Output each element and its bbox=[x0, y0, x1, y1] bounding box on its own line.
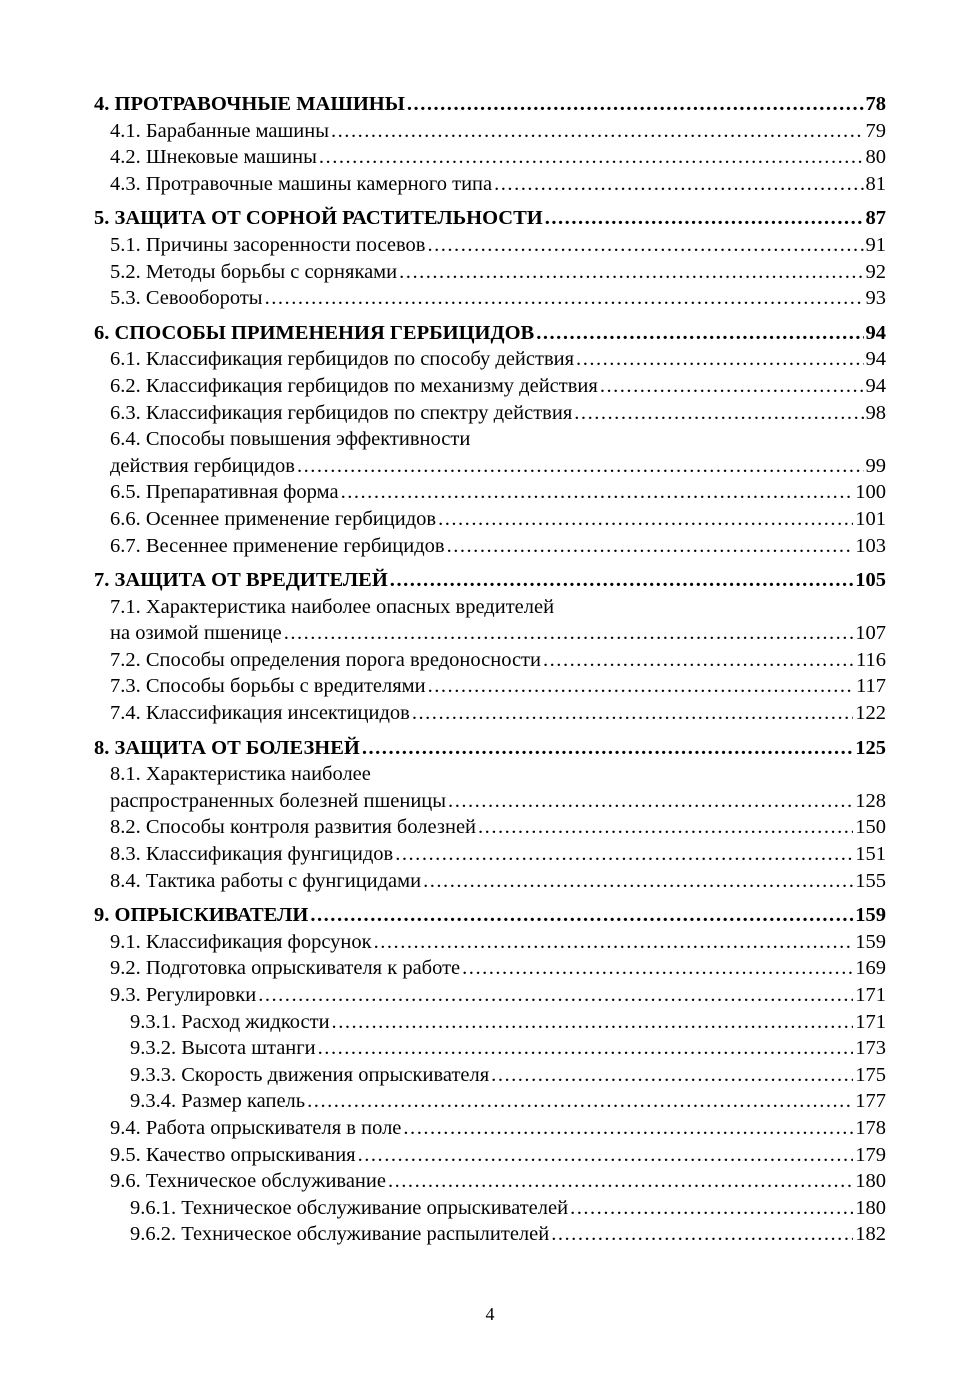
dot-leader bbox=[412, 700, 853, 727]
toc-entry[interactable] bbox=[94, 1035, 886, 1062]
toc-page-number: 78 bbox=[865, 93, 886, 115]
toc-page-number: 99 bbox=[865, 454, 886, 477]
dot-leader bbox=[551, 1221, 853, 1248]
toc-entry-title: 9.6.2. Техническое обслуживание распылителей bbox=[130, 1223, 550, 1246]
toc-entry[interactable] bbox=[94, 841, 886, 868]
toc-entry-title: 9.2. Подготовка опрыскивателя к работе bbox=[110, 957, 461, 980]
toc-entry[interactable] bbox=[94, 453, 886, 480]
dot-leader bbox=[265, 285, 864, 312]
dot-leader bbox=[543, 647, 854, 674]
toc-page-number: 151 bbox=[855, 843, 886, 866]
toc-page-number: 180 bbox=[855, 1170, 886, 1193]
toc-entry[interactable] bbox=[94, 400, 886, 427]
dot-leader bbox=[284, 620, 854, 647]
toc-entry-title: 7.2. Способы определения порога вредоносности bbox=[110, 648, 541, 671]
toc-entry[interactable] bbox=[94, 1221, 886, 1248]
toc-page-number: 159 bbox=[855, 930, 886, 953]
toc-entry[interactable] bbox=[94, 346, 886, 373]
dot-leader bbox=[390, 567, 853, 594]
dot-leader bbox=[332, 1009, 854, 1036]
toc-entry[interactable] bbox=[94, 373, 886, 400]
toc-page-number: 177 bbox=[855, 1090, 886, 1113]
toc-page-number: 117 bbox=[856, 675, 886, 698]
dot-leader bbox=[447, 533, 854, 560]
toc-page-number: 159 bbox=[855, 904, 886, 927]
toc-entry-title: действия гербицидов bbox=[110, 454, 295, 477]
toc-entry-title: 6.6. Осеннее применение гербицидов bbox=[110, 507, 437, 530]
toc-entry[interactable] bbox=[94, 647, 886, 674]
toc-page-number: 116 bbox=[856, 648, 886, 671]
toc-chapter[interactable] bbox=[94, 902, 886, 929]
toc-entry-title: 6.7. Весеннее применение гербицидов bbox=[110, 534, 445, 557]
toc-chapter[interactable] bbox=[94, 320, 886, 347]
toc-entry[interactable] bbox=[94, 479, 886, 506]
toc-entry[interactable] bbox=[94, 982, 886, 1009]
toc-page-number: 92 bbox=[865, 260, 886, 283]
toc-entry[interactable] bbox=[94, 1195, 886, 1222]
toc-entry[interactable] bbox=[94, 232, 886, 259]
toc-entry-title: 9.3.3. Скорость движения опрыскивателя bbox=[130, 1063, 490, 1086]
dot-leader bbox=[407, 91, 864, 118]
toc-entry-title: 5. ЗАЩИТА ОТ СОРНОЙ РАСТИТЕЛЬНОСТИ bbox=[94, 207, 543, 230]
toc-entry-title: 5.3. Севообороты bbox=[110, 287, 263, 310]
toc-page-number: 94 bbox=[865, 374, 886, 397]
toc-entry-title: 9.4. Работа опрыскивателя в поле bbox=[110, 1116, 402, 1139]
toc-entry[interactable] bbox=[94, 506, 886, 533]
toc-entry[interactable] bbox=[94, 259, 886, 286]
dot-leader bbox=[427, 232, 863, 259]
toc-entry-title: 9.6. Техническое обслуживание bbox=[110, 1170, 386, 1193]
toc-entry[interactable] bbox=[94, 285, 886, 312]
toc-chapter[interactable] bbox=[94, 205, 886, 232]
toc-page-number: 105 bbox=[855, 569, 886, 592]
toc-page-number: 100 bbox=[855, 481, 886, 504]
toc-entry[interactable] bbox=[94, 1142, 886, 1169]
toc-entry-title: 8.3. Классификация фунгицидов bbox=[110, 843, 394, 866]
toc-page-number: 101 bbox=[855, 507, 886, 530]
toc-page-number: 93 bbox=[865, 287, 886, 310]
toc-entry[interactable] bbox=[94, 955, 886, 982]
toc-entry-title: 9.3.1. Расход жидкости bbox=[130, 1010, 330, 1033]
dot-leader bbox=[423, 868, 853, 895]
toc-entry[interactable] bbox=[94, 1009, 886, 1036]
toc-entry-title: 9.3.2. Высота штанги bbox=[130, 1037, 316, 1060]
dot-leader bbox=[374, 929, 854, 956]
toc-entry[interactable] bbox=[94, 171, 886, 198]
toc-page-number: 94 bbox=[865, 348, 886, 371]
toc-page-number: 150 bbox=[855, 816, 886, 839]
dot-leader bbox=[362, 735, 853, 762]
toc-page-number: 171 bbox=[855, 1010, 886, 1033]
toc-entry-title: 5.1. Причины засоренности посевов bbox=[110, 233, 426, 256]
dot-leader bbox=[574, 400, 863, 427]
dot-leader bbox=[462, 955, 853, 982]
table-of-contents bbox=[94, 91, 886, 1248]
toc-entry-title: 5.2. Методы борьбы с сорняками bbox=[110, 260, 398, 283]
toc-entry-title: 4.1. Барабанные машины bbox=[110, 119, 329, 142]
dot-leader bbox=[319, 144, 864, 171]
toc-entry-title: 6. СПОСОБЫ ПРИМЕНЕНИЯ ГЕРБИЦИДОВ bbox=[94, 321, 535, 344]
dot-leader bbox=[310, 902, 853, 929]
dot-leader bbox=[545, 205, 864, 232]
toc-entry-title: 4.2. Шнековые машины bbox=[110, 146, 317, 169]
dot-leader bbox=[536, 320, 863, 347]
toc-page-number: 79 bbox=[865, 119, 886, 142]
toc-page-number: 81 bbox=[865, 172, 886, 195]
dot-leader bbox=[570, 1195, 853, 1222]
toc-entry-title-line: 8.1. Характеристика наиболее bbox=[110, 763, 371, 786]
toc-page-number: 182 bbox=[855, 1223, 886, 1246]
dot-leader bbox=[331, 118, 864, 145]
toc-page-number: 122 bbox=[855, 702, 886, 725]
dot-leader bbox=[341, 479, 854, 506]
toc-entry-title: 9.5. Качество опрыскивания bbox=[110, 1143, 356, 1166]
toc-page-number: 155 bbox=[855, 869, 886, 892]
toc-page-number: 98 bbox=[865, 401, 886, 424]
toc-entry[interactable] bbox=[94, 1115, 886, 1142]
toc-page-number: 91 bbox=[865, 233, 886, 256]
toc-entry[interactable] bbox=[94, 1168, 886, 1195]
toc-entry-title: 9.3.4. Размер капель bbox=[130, 1090, 306, 1113]
dot-leader bbox=[358, 1142, 854, 1169]
toc-entry[interactable] bbox=[94, 118, 886, 145]
dot-leader bbox=[399, 259, 863, 286]
toc-entry-title: 9.1. Классификация форсунок bbox=[110, 930, 372, 953]
toc-entry-title-line: 7.1. Характеристика наиболее опасных вредителей bbox=[110, 595, 555, 618]
toc-page-number: 169 bbox=[855, 957, 886, 980]
toc-entry-title-line: 6.4. Способы повышения эффективности bbox=[110, 428, 471, 451]
dot-leader bbox=[438, 506, 853, 533]
toc-page-number: 180 bbox=[855, 1196, 886, 1219]
toc-entry[interactable] bbox=[94, 788, 886, 815]
toc-page-number: 80 bbox=[865, 146, 886, 169]
toc-entry[interactable] bbox=[94, 1088, 886, 1115]
toc-page-number: 94 bbox=[865, 321, 886, 344]
toc-chapter[interactable] bbox=[94, 567, 886, 594]
toc-page-number: 107 bbox=[855, 622, 886, 645]
toc-entry-title: 4.3. Протравочные машины камерного типа bbox=[110, 172, 493, 195]
toc-chapter[interactable] bbox=[94, 91, 886, 118]
toc-page-number: 171 bbox=[855, 984, 886, 1006]
toc-entry[interactable] bbox=[94, 929, 886, 956]
dot-leader bbox=[576, 346, 863, 373]
toc-entry-title: 9.3. Регулировки bbox=[110, 984, 257, 1006]
dot-leader bbox=[428, 673, 854, 700]
toc-entry[interactable] bbox=[94, 533, 886, 560]
toc-entry[interactable] bbox=[94, 868, 886, 895]
dot-leader bbox=[258, 982, 853, 1009]
toc-entry-title: 8.2. Способы контроля развития болезней bbox=[110, 816, 477, 839]
toc-entry-title: 8.4. Тактика работы с фунгицидами bbox=[110, 869, 422, 892]
toc-page-number: 128 bbox=[855, 789, 886, 812]
toc-entry-title: 6.5. Препаративная форма bbox=[110, 481, 339, 504]
toc-page-number: 178 bbox=[855, 1116, 886, 1139]
toc-page-number: 87 bbox=[865, 207, 886, 230]
toc-entry-title: 6.2. Классификация гербицидов по механизму действия bbox=[110, 374, 598, 397]
toc-entry[interactable] bbox=[94, 673, 886, 700]
dot-leader bbox=[491, 1062, 853, 1089]
dot-leader bbox=[318, 1035, 854, 1062]
toc-entry-title: 4. ПРОТРАВОЧНЫЕ МАШИНЫ bbox=[94, 93, 405, 115]
toc-entry-title: 6.1. Классификация гербицидов по способу действия bbox=[110, 348, 575, 371]
dot-leader bbox=[395, 841, 853, 868]
toc-entry-title: на озимой пшенице bbox=[110, 622, 282, 645]
toc-entry-title: 7.4. Классификация инсектицидов bbox=[110, 702, 410, 725]
toc-entry[interactable] bbox=[94, 814, 886, 841]
toc-entry[interactable] bbox=[94, 144, 886, 171]
dot-leader bbox=[494, 171, 863, 198]
toc-page-number: 103 bbox=[855, 534, 886, 557]
toc-page-number: 179 bbox=[855, 1143, 886, 1166]
toc-entry-title: 8. ЗАЩИТА ОТ БОЛЕЗНЕЙ bbox=[94, 736, 360, 759]
toc-entry-title: распространенных болезней пшеницы bbox=[110, 789, 447, 812]
dot-leader bbox=[307, 1088, 853, 1115]
toc-entry-title: 6.3. Классификация гербицидов по спектру действия bbox=[110, 401, 573, 424]
dot-leader bbox=[388, 1168, 853, 1195]
dot-leader bbox=[297, 453, 864, 480]
dot-leader bbox=[403, 1115, 853, 1142]
toc-chapter[interactable] bbox=[94, 735, 886, 762]
dot-leader bbox=[448, 788, 853, 815]
toc-entry[interactable] bbox=[94, 620, 886, 647]
toc-page-number: 173 bbox=[855, 1037, 886, 1060]
dot-leader bbox=[478, 814, 853, 841]
toc-entry[interactable] bbox=[94, 1062, 886, 1089]
page-number: 4 bbox=[485, 1304, 495, 1324]
toc-page-number: 175 bbox=[855, 1063, 886, 1086]
dot-leader bbox=[600, 373, 864, 400]
toc-page-number: 125 bbox=[855, 736, 886, 759]
toc-entry[interactable] bbox=[94, 700, 886, 727]
toc-entry-title: 7. ЗАЩИТА ОТ ВРЕДИТЕЛЕЙ bbox=[94, 569, 388, 592]
toc-entry-title: 7.3. Способы борьбы с вредителями bbox=[110, 675, 426, 698]
toc-entry-title: 9.6.1. Техническое обслуживание опрыскивателей bbox=[130, 1196, 569, 1219]
toc-entry-title: 9. ОПРЫСКИВАТЕЛИ bbox=[94, 904, 309, 927]
